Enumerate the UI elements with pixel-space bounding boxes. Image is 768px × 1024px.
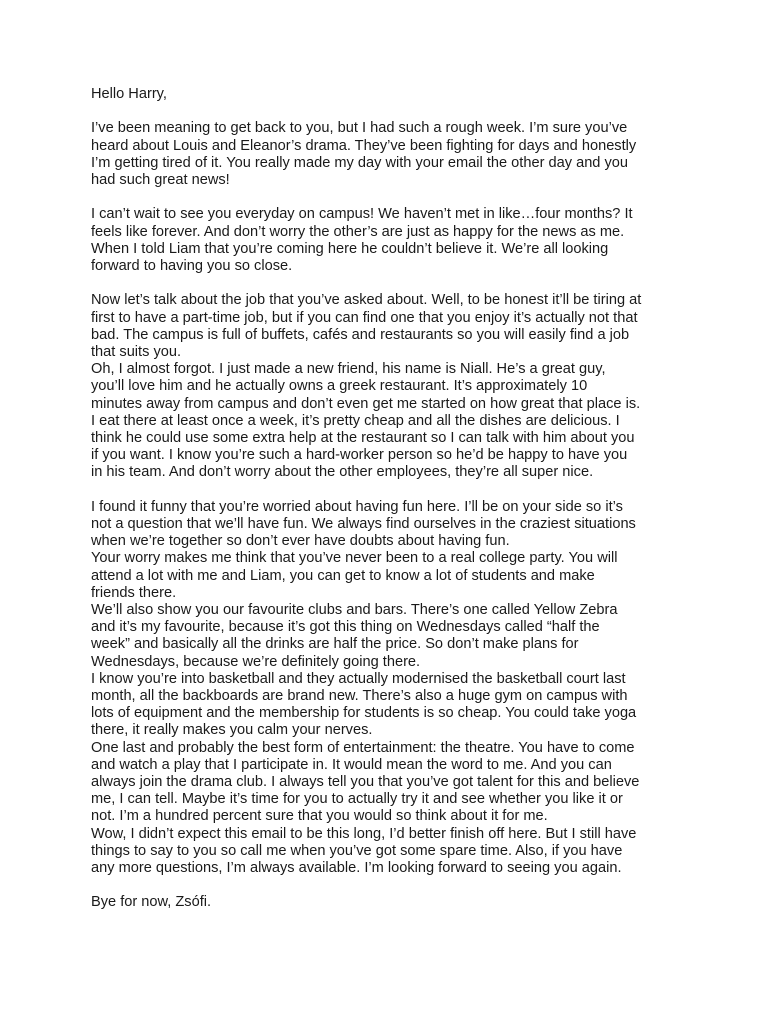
text-line: bad. The campus is full of buffets, cafés and restaurants so you will easily find a job <box>91 326 630 343</box>
text-line: if you want. I know you’re such a hard-worker person so he’d be happy to have you <box>91 447 628 464</box>
text-line: I eat there at least once a week, it’s pretty cheap and all the dishes are delicious. I <box>91 412 620 429</box>
text-line: friends there. <box>91 584 177 601</box>
text-line: One last and probably the best form of entertainment: the theatre. You have to come <box>91 739 635 756</box>
paragraph-4 <box>91 499 708 877</box>
text-line: We’ll also show you our favourite clubs and bars. There’s one called Yellow Zebra <box>91 602 618 619</box>
signoff-line: Bye for now, Zsófi. <box>91 894 212 911</box>
text-line: think he could use some extra help at the restaurant so I can talk with him about you <box>91 430 635 447</box>
text-line: there, it really makes you calm your nerves. <box>91 722 373 739</box>
text-line: Now let’s talk about the job that you’ve asked about. Well, to be honest it’ll be tiring at <box>91 292 642 309</box>
text-line: Wednesdays, because we’re definitely going there. <box>91 653 421 670</box>
text-line: in his team. And don’t worry about the other employees, they’re all super nice. <box>91 464 594 481</box>
text-line: and watch a play that I participate in. It would mean the word to me. And you can <box>91 756 612 773</box>
text-line: I’ve been meaning to get back to you, but I had such a rough week. I’m sure you’ve <box>91 120 628 137</box>
text-line: things to say to you so call me when you’ve got some spare time. Also, if you have <box>91 842 623 859</box>
paragraph-2 <box>91 206 708 275</box>
paragraph-3 <box>91 292 708 481</box>
text-line: week” and basically all the drinks are half the price. So don’t make plans for <box>91 636 579 653</box>
signoff <box>91 894 708 911</box>
text-line: and it’s my favourite, because it’s got this thing on Wednesdays called “half the <box>91 619 600 636</box>
text-line: I can’t wait to see you everyday on campus! We haven’t met in like…four months? It <box>91 206 633 223</box>
text-line: heard about Louis and Eleanor’s drama. They’ve been fighting for days and honestly <box>91 137 637 154</box>
text-line: I’m getting tired of it. You really made my day with your email the other day and you <box>91 154 629 171</box>
text-line: feels like forever. And don’t worry the other’s are just as happy for the news as me. <box>91 223 625 240</box>
text-line: month, all the backboards are brand new. There’s also a huge gym on campus with <box>91 688 628 705</box>
text-line: me, I can tell. Maybe it’s time for you to actually try it and see whether you like it or <box>91 791 623 808</box>
letter-body <box>91 86 708 912</box>
text-line: lots of equipment and the membership for students is so cheap. You could take yoga <box>91 705 637 722</box>
text-line: when we’re together so don’t ever have doubts about having fun. <box>91 533 510 550</box>
text-line: that suits you. <box>91 344 182 360</box>
text-line: you’ll love him and he actually owns a greek restaurant. It’s approximately 10 <box>91 378 588 395</box>
text-line: always join the drama club. I always tell you that you’ve got talent for this and believe <box>91 774 640 791</box>
text-line: not a question that we’ll have fun. We always find ourselves in the craziest situations <box>91 516 636 533</box>
text-line: Wow, I didn’t expect this email to be this long, I’d better finish off here. But I still have <box>91 825 637 842</box>
greeting <box>91 86 708 103</box>
text-line: first to have a part-time job, but if you can find one that you enjoy it’s actually not that <box>91 309 638 326</box>
text-line: Your worry makes me think that you’ve never been to a real college party. You will <box>91 550 618 567</box>
text-line: I found it funny that you’re worried about having fun here. I’ll be on your side so it’s <box>91 498 623 515</box>
greeting-line: Hello Harry, <box>91 86 167 102</box>
text-line: forward to having you so close. <box>91 258 293 274</box>
text-line: Oh, I almost forgot. I just made a new friend, his name is Niall. He’s a great guy, <box>91 361 606 378</box>
paragraph-1 <box>91 120 708 189</box>
text-line: I know you’re into basketball and they actually modernised the basketball court last <box>91 670 626 687</box>
text-line: not. I’m a hundred percent sure that you would so think about it for me. <box>91 808 548 825</box>
text-line: minutes away from campus and don’t even get me started on how great that place is. <box>91 395 641 412</box>
text-line: any more questions, I’m always available. I’m looking forward to seeing you again. <box>91 860 622 877</box>
text-line: When I told Liam that you’re coming here he couldn’t believe it. We’re all looking <box>91 240 609 257</box>
text-line: attend a lot with me and Liam, you can get to know a lot of students and make <box>91 567 595 584</box>
text-line: had such great news! <box>91 172 230 188</box>
